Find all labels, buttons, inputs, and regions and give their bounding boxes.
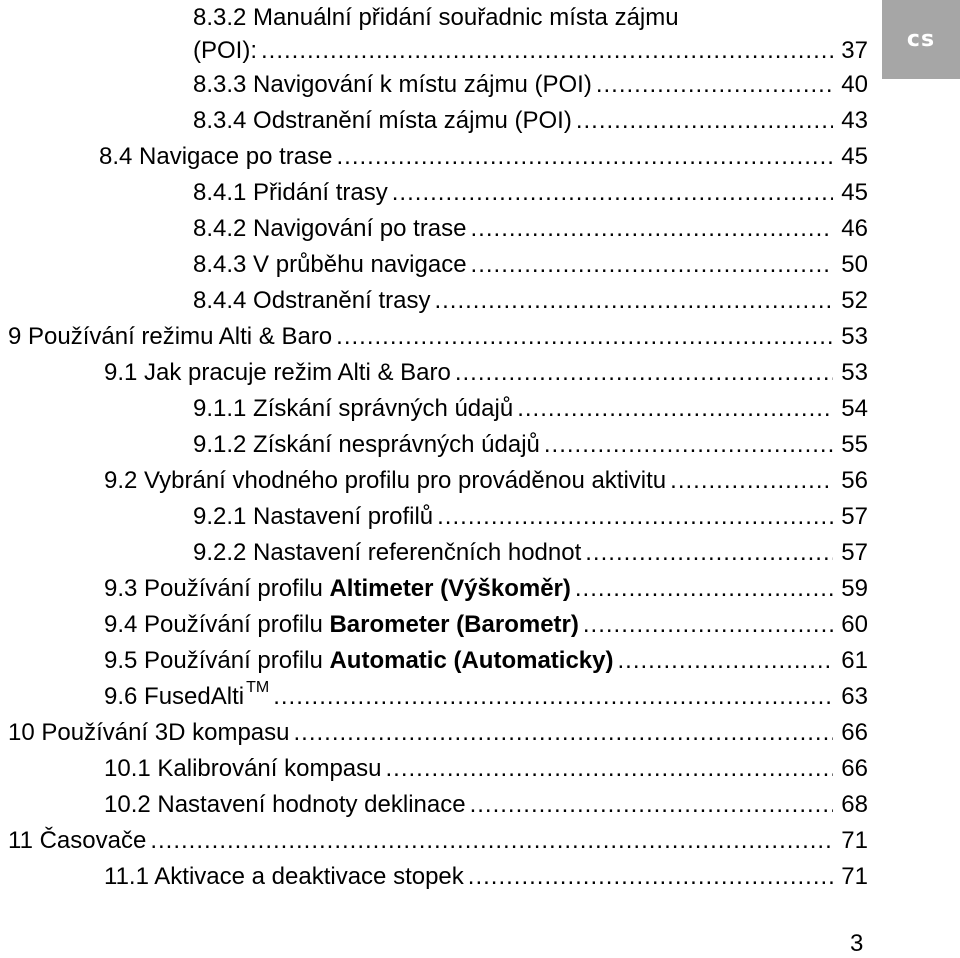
toc-entry[interactable] bbox=[193, 212, 868, 246]
toc-page-number: 55 bbox=[841, 431, 868, 458]
toc-entry[interactable] bbox=[193, 536, 868, 570]
toc-entry-title: (POI): bbox=[193, 37, 257, 64]
leader-dots bbox=[273, 680, 833, 714]
leader-dots bbox=[434, 284, 833, 318]
toc-entry-title: 11.1 Aktivace a deaktivace stopek bbox=[104, 863, 464, 890]
toc-entry[interactable] bbox=[99, 140, 868, 174]
profile-name: Automatic (Automaticky) bbox=[329, 647, 614, 674]
toc-entry-title-prefix: 9.3 Používání profilu bbox=[104, 575, 330, 602]
leader-dots bbox=[437, 500, 833, 534]
toc-entry-title: 11 Časovače bbox=[8, 827, 147, 854]
toc-page-number: 53 bbox=[841, 359, 868, 386]
toc-page-number: 60 bbox=[841, 611, 868, 638]
toc-page-number: 66 bbox=[841, 755, 868, 782]
leader-dots bbox=[336, 140, 833, 174]
toc-entry-title: 8.4.4 Odstranění trasy bbox=[193, 287, 431, 314]
toc-entry[interactable] bbox=[193, 392, 868, 426]
toc-entry[interactable] bbox=[104, 608, 868, 642]
toc-entry[interactable] bbox=[104, 680, 868, 714]
toc-page-number: 71 bbox=[841, 863, 868, 890]
leader-dots bbox=[596, 68, 833, 102]
toc-entry-title bbox=[104, 572, 571, 606]
toc-page-number: 53 bbox=[841, 323, 868, 350]
toc-page-number: 66 bbox=[841, 719, 868, 746]
leader-dots bbox=[544, 428, 833, 462]
toc-entry[interactable] bbox=[104, 644, 868, 678]
leader-dots bbox=[471, 248, 833, 282]
toc-page-number: 43 bbox=[841, 107, 868, 134]
language-tab bbox=[882, 0, 960, 79]
toc-entry[interactable] bbox=[104, 572, 868, 606]
toc-entry-title: 9.2.1 Nastavení profilů bbox=[193, 503, 434, 530]
trademark-superscript: TM bbox=[246, 679, 270, 696]
toc-entry-title: 9.1.1 Získání správných údajů bbox=[193, 395, 514, 422]
toc-page-number: 45 bbox=[841, 179, 868, 206]
toc-entry-title: 10.1 Kalibrování kompasu bbox=[104, 755, 382, 782]
leader-dots bbox=[294, 716, 834, 750]
toc-entry-title-prefix: 9.4 Používání profilu bbox=[104, 611, 330, 638]
toc-entry[interactable] bbox=[104, 356, 868, 390]
toc-page-number: 59 bbox=[841, 575, 868, 602]
toc-page-number: 68 bbox=[841, 791, 868, 818]
toc-page-number: 63 bbox=[841, 683, 868, 710]
toc-page-number: 57 bbox=[841, 539, 868, 566]
toc-entry-title: 9.1 Jak pracuje režim Alti & Baro bbox=[104, 359, 451, 386]
leader-dots bbox=[150, 824, 833, 858]
leader-dots bbox=[386, 752, 834, 786]
leader-dots bbox=[576, 104, 833, 138]
toc-entry[interactable] bbox=[193, 428, 868, 462]
toc-entry[interactable] bbox=[104, 752, 868, 786]
leader-dots bbox=[670, 464, 833, 498]
toc-entry-title-prefix: 9.5 Používání profilu bbox=[104, 647, 330, 674]
toc-page-number: 56 bbox=[841, 467, 868, 494]
toc-page-number: 61 bbox=[841, 647, 868, 674]
toc-entry[interactable] bbox=[104, 464, 868, 498]
toc-page-number: 71 bbox=[841, 827, 868, 854]
toc-page-number: 40 bbox=[841, 71, 868, 98]
toc-entry[interactable] bbox=[193, 34, 868, 68]
toc-entry-title: 8.3.2 Manuální přidání souřadnic místa zájmu bbox=[193, 4, 679, 31]
toc-page-number: 57 bbox=[841, 503, 868, 530]
toc-page-number: 52 bbox=[841, 287, 868, 314]
toc-entry-title: 8.4.3 V průběhu navigace bbox=[193, 251, 467, 278]
leader-dots bbox=[575, 572, 833, 606]
toc-entry[interactable] bbox=[193, 68, 868, 102]
toc-page-number: 45 bbox=[841, 143, 868, 170]
toc-entry[interactable] bbox=[104, 788, 868, 822]
toc-entry-title: 8.4.2 Navigování po trase bbox=[193, 215, 467, 242]
toc-entry-title: 8.3.4 Odstranění místa zájmu (POI) bbox=[193, 107, 572, 134]
toc-entry[interactable] bbox=[193, 248, 868, 282]
toc-entry-title: 10 Používání 3D kompasu bbox=[8, 719, 290, 746]
leader-dots bbox=[392, 176, 833, 210]
toc-entry-title: 9.2.2 Nastavení referenčních hodnot bbox=[193, 539, 582, 566]
toc-entry-title bbox=[104, 644, 614, 678]
leader-dots bbox=[517, 392, 833, 426]
toc-entry-title bbox=[104, 608, 579, 642]
leader-dots bbox=[261, 34, 833, 68]
toc-entry-title: 8.4 Navigace po trase bbox=[99, 143, 333, 170]
toc-page-number: 50 bbox=[841, 251, 868, 278]
toc-entry[interactable] bbox=[104, 860, 868, 894]
leader-dots bbox=[468, 860, 833, 894]
toc-entry[interactable] bbox=[8, 716, 868, 750]
toc-entry[interactable] bbox=[193, 500, 868, 534]
toc-entry[interactable] bbox=[8, 824, 868, 858]
toc-entry-title: 9.1.2 Získání nesprávných údajů bbox=[193, 431, 540, 458]
page-number: 3 bbox=[850, 930, 864, 957]
leader-dots bbox=[470, 788, 833, 822]
toc-entry-title-text: 9.6 FusedAlti bbox=[104, 683, 245, 710]
toc-entry[interactable] bbox=[193, 284, 868, 318]
toc-page-number: 37 bbox=[841, 37, 868, 64]
leader-dots bbox=[585, 536, 833, 570]
toc-entry-title: 8.4.1 Přidání trasy bbox=[193, 179, 388, 206]
toc-entry-title: 8.3.3 Navigování k místu zájmu (POI) bbox=[193, 71, 592, 98]
leader-dots bbox=[336, 320, 833, 354]
leader-dots bbox=[583, 608, 833, 642]
toc-entry-title: 9.2 Vybrání vhodného profilu pro prováděnou aktivitu bbox=[104, 467, 667, 494]
language-code: cs bbox=[906, 27, 936, 52]
leader-dots bbox=[471, 212, 833, 246]
leader-dots bbox=[618, 644, 834, 678]
toc-entry-title: 10.2 Nastavení hodnoty deklinace bbox=[104, 791, 466, 818]
toc-entry-title bbox=[104, 680, 269, 717]
toc-page-number: 46 bbox=[841, 215, 868, 242]
profile-name: Altimeter (Výškoměr) bbox=[329, 575, 571, 602]
toc-page-number: 54 bbox=[841, 395, 868, 422]
toc-entry[interactable] bbox=[193, 104, 868, 138]
toc-entry[interactable] bbox=[8, 320, 868, 354]
toc-entry[interactable] bbox=[193, 176, 868, 210]
profile-name: Barometer (Barometr) bbox=[329, 611, 579, 638]
toc-entry-title: 9 Používání režimu Alti & Baro bbox=[8, 323, 333, 350]
leader-dots bbox=[455, 356, 833, 390]
